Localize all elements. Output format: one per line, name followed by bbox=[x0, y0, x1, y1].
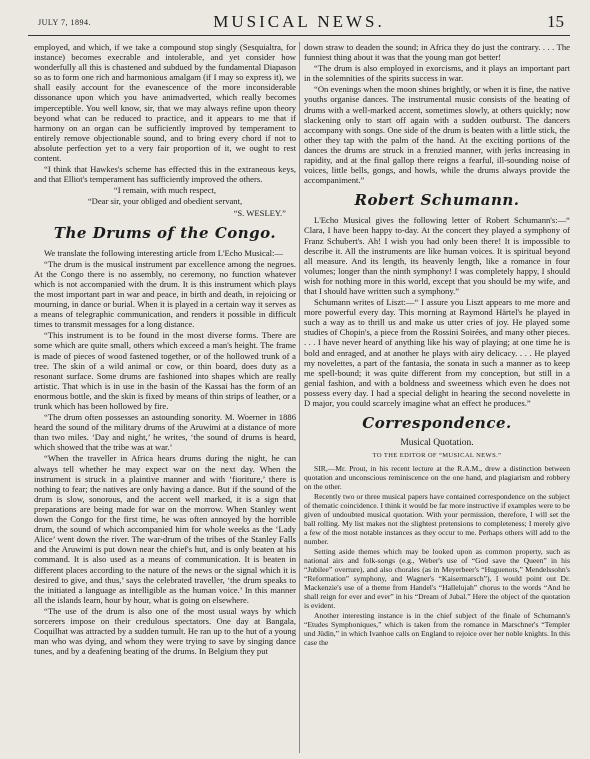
letter-paragraph: Setting aside themes which may be looked upon as common property, such as national airs and folk-songs (e.g., Weber's use of “God save the Queen” in his “Jubilee” overture), and also chorales (as in Meyerbeer's “Huguenots,” Mendelssohn's “Reformation” symphony, and Wagner's “Kaisermarsch”), I would point out Dr. Mackenzie's use of a theme from Handel's “Hallelujah” chorus to the words “And he shall reign for ever and ever” in his “Dream of Jubal.” Here the object of the quotation is evident. bbox=[304, 547, 570, 611]
article-paragraph: Schumann writes of Liszt:—“ I assure you Liszt appears to me more and more powerful every day. This morning at Raymond Härtel's he played in such a way as to thrill us and make us utter cries of joy. He played some studies of Chopin's, a piece from the Rossini Soirées, and many other pieces. . . . I have never heard of anything like his way of playing; at one time he is bold and enraged, and at another he plays with airy delicacy. . . . He played my novelettes, a part of the fantasia, the sonata in such a manner as to keep me spell-bound; it was quite different from my conception, but still in a genial fashion, and with a boldness and sweetness which even he does not possess every day. I had a special delight in hearing the second novelette in D major, you could scarcely imagine what an effect he produces.” bbox=[304, 297, 570, 408]
article-paragraph: We translate the following interesting article from L'Echo Musical:— bbox=[44, 247, 284, 258]
masthead-title: MUSICAL NEWS. bbox=[213, 12, 385, 31]
letter-paragraph: employed, and which, if we take a compound stop singly (Sesquialtra, for instance) becomes execrable and intolerable, and yet consider how wonderfully all this is chastened and subdued by the fundamental Diapason so as to form one rich and harmonious amalgam (if I may so express it), we shall easily account for the evanescence of the more inconsiderable dissonance upon which you have animadverted, which really becomes imperceptible. You well know, sir, that we may always refine upon theory beyond what can be reduced to practice, and it appears to me that if harmony on an organ can be sufficiently improved by temperament to entirely remove objectionable sound, and to bring every chord if not to absolute perfection yet to a very fair proportion of it, we ought to rest content. bbox=[34, 42, 296, 164]
letter-title: Musical Quotation. bbox=[400, 438, 474, 449]
page-header bbox=[28, 8, 570, 36]
article-paragraph: “This instrument is to be found in the most diverse forms. There are some which are quite small, others which exceed a man's height. The frame is made of pieces of wood fastened together, or of the hollowed trunk of a tree. The skin of a wild animal or cow, or thin board, does duty as a resonant surface. Some drums are fashioned into shapes which are really artistic. That which is in use in the basin of the Kassai has the form of an enormous bottle, and the skin is fixed by means of thin strips of leather, or a trunk which has been hollowed by fire. bbox=[34, 330, 296, 411]
letter-closing: “I remain, with much respect, bbox=[113, 185, 217, 196]
article-heading-schumann: Robert Schumann. bbox=[354, 191, 520, 210]
article-paragraph: “The drum is also employed in exorcisms, and it plays an important part in the solemnities of the spirits success in war. bbox=[304, 63, 570, 84]
article-heading-drums: The Drums of the Congo. bbox=[53, 223, 277, 242]
article-paragraph: down straw to deaden the sound; in Africa they do just the contrary. . . . The funniest thing about it was that the young man got better! bbox=[304, 42, 570, 63]
column-divider bbox=[299, 42, 300, 753]
article-paragraph: “When the traveller in Africa hears drums during the night, he can always tell whether he may expect war on the next day. When the instrument is struck in a plaintive manner and with ‘fioriture,’ there is nothing to fear; the natives are only having a dance. But if the sound of the drum is slow, sonorous, and the accent well marked, it is a sign that preparations are being made for war on the morrow. When Stanley went down the Congo for the first time, he was often annoyed by the horrible drum, the sound of which accompanied him for whole weeks as the ‘Lady Alice’ went down the river. The war-drum of the tribes of the Stanley Falls and the Aruwimi is put down near the chief's hut, and is only beaten at his command. It is also used as a means of communication. It is beaten in different places according to the nature of the news or the signal which it is desired to give, and thus,’ says the celebrated traveller, ‘the drum speaks to the initiated a language as intelligible as the human voice.’ In this manner all the islands learn, hour by hour, what is going on elsewhere. bbox=[34, 453, 296, 605]
letter-paragraph: Another interesting instance is in the chief subject of the finale of Schumann's “Etudes Symphoniques,” which is taken from the romance in Marschner's “Templer und Jüdin,” in which Ivanhoe calls on England to rejoice over her noble knights. In this case the bbox=[304, 611, 570, 648]
letter-addressee: TO THE EDITOR OF “MUSICAL NEWS.” bbox=[372, 452, 502, 460]
letter-closing: “Dear sir, your obliged and obedient servant, bbox=[87, 196, 243, 207]
article-paragraph: “On evenings when the moon shines brightly, or when it is fine, the native youths organise dances. The instrumental music consists of the beating of drums with a well-marked accent, sometimes slowly, at others quickly; now slackening only to start off again with a sudden outburst. The dancers accompany with songs. One side of the drum is beaten with a little stick, the other they tap with the palm of the hand. At the exciting portions of the dances the drums are struck in a frenzied manner, with jerks increasing in rapidity, and at the final gallop there reigns a fearful, ill-sounding noise of voices, little bells, gongs, and howls, while the drums always provide the accompaniment.” bbox=[304, 84, 570, 186]
left-column bbox=[34, 42, 296, 755]
article-paragraph: L'Echo Musical gives the following letter of Robert Schumann's:—“ Clara, I have been happy to-day. At the concert they played a symphony of Franz Schubert's. Ah! I wish you had only been there! It is impossible to describe it. All the instruments are like human voices. It is spiritual beyond all measure. And its length, its heavenly length, like a romance in four volumes; longer than the ninth symphony! I was completely happy, I should wish for nothing more in this world, except that you should be my wife, and that I should have written such a symphony.” bbox=[304, 215, 570, 296]
section-heading-correspondence: Correspondence. bbox=[362, 414, 512, 433]
article-paragraph: “The drum is the musical instrument par excellence among the negroes. At the Congo there is no assembly, no ceremony, no function whatever which is not accompanied with the drum. It is this instrument which plays the most important part in war and peace, in birth and death, in rejoicing or mourning, in dance or burial. When it is played in a certain way it serves as a means of telegraphic communication, and renders it possible in difficult times to transmit messages for a long distance. bbox=[34, 258, 296, 330]
letter-signature: “S. WESLEY.” bbox=[233, 207, 286, 218]
article-paragraph: “The use of the drum is also one of the most usual ways by which sorcerers impose on their credulous spectators. One day at Bangala, Coquilhat was attracted by a sudden tumult. He ran up to the hut of a young man who was dying, and whom they were trying to save by singing dance tunes, and by a deafening beating of the drums. In Belgium they put bbox=[34, 605, 296, 657]
letter-paragraph: “I think that Hawkes's scheme has effected this in the extraneous keys, and that Elliot's temperament has sufficiently improved the others. bbox=[34, 164, 296, 185]
letter-paragraph: SIR,—Mr. Prout, in his recent lecture at the R.A.M., drew a distinction between quotation and unconscious reminiscence on the one hand, and plagiarism and robbery on the other. bbox=[304, 464, 570, 492]
page-number: 15 bbox=[547, 12, 564, 31]
issue-date: JULY 7, 1894. bbox=[38, 18, 91, 27]
right-column bbox=[304, 42, 570, 755]
article-paragraph: “The drum often possesses an astounding sonority. M. Woerner in 1886 heard the sound of the military drums of the Aruwimi at a distance of more than two miles. ‘Day and night,’ he writes, ‘the sound of drums is heard, which showed that the tribe was at war.’ bbox=[34, 412, 296, 453]
letter-paragraph: Recently two or three musical papers have contained correspondence on the subject of thematic coincidence. I think it would be far more instructive if examples were to be given of undoubted musical quotation. With your permission, therefore, I will set the ball rolling. My list makes not the slightest pretensions to completeness; I merely give a few of the most notable instances as they occur to me. Perhaps others will add to the number. bbox=[304, 492, 570, 547]
